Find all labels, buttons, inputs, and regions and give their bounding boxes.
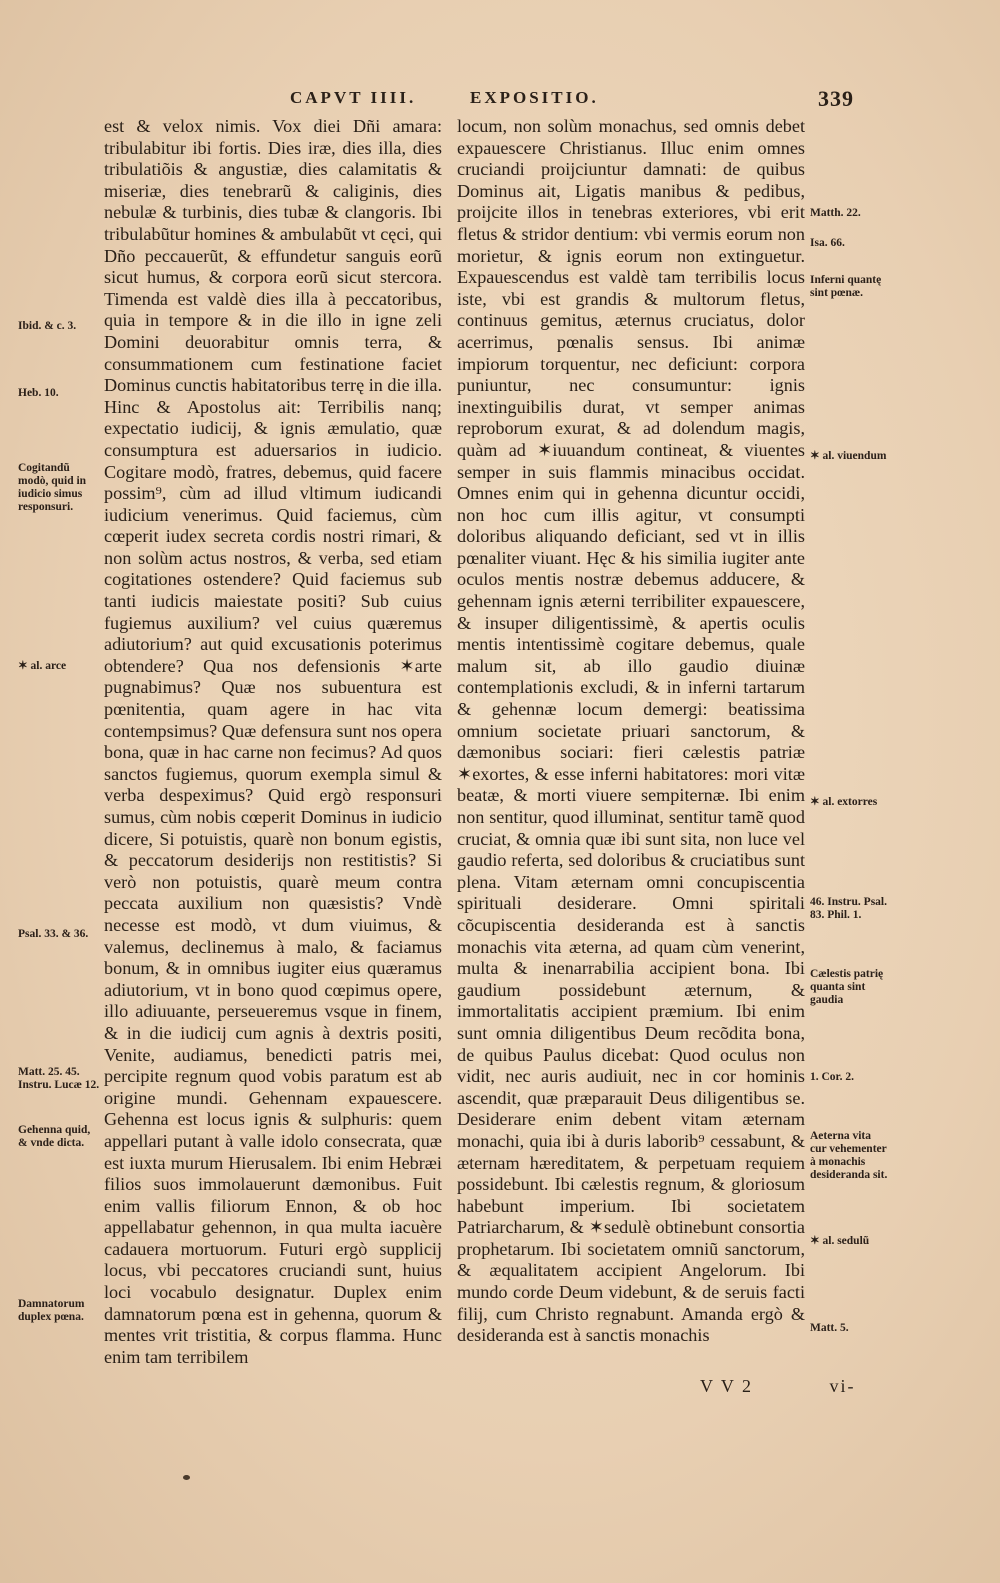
margin-note-al-viuendum: ✶ al. viuendum: [810, 450, 887, 462]
margin-note-1-cor-2: 1. Cor. 2.: [810, 1071, 854, 1083]
running-header: [0, 86, 1000, 116]
margin-note-matthew: Matt. 25. 45. Instru. Lucæ 12.: [18, 1066, 100, 1091]
page-number: 339: [818, 86, 854, 111]
margin-note-matt-5: Matt. 5.: [810, 1322, 849, 1334]
margin-note-hebrews: Heb. 10.: [18, 387, 59, 399]
left-column-text: est & velox nimis. Vox diei Dñi amara: tribulabitur ibi fortis. Dies iræ, dies illa, dies tribulatiõis & angustiæ, dies calamitatis & miseriæ, dies tenebrarũ & caliginis, dies nebulæ & turbinis, dies tubæ & clangoris. Ibi tribulabũtur homines & ambulabũt vt cęci, qui Dño peccauerũt, & effundetur sanguis eorũ sicut humus, & corpora eorũ sicut stercora. Timenda est valdè dies illa à peccatoribus, quia in tempore & in die illo in igne zeli Domini deuorabitur omnis terra, & consummationem cum festinatione faciet Dominus cunctis habitatoribus terrę in die illa. Hinc & Apostolus ait: Terribilis nanq; expectatio iudicij, & ignis æmulatio, quæ consumptura est aduersarios in iudicio. Cogitare modò, fratres, debemus, quid facere possim⁹, cùm ad illud vltimum iudicandi iudicium venerimus. Quid faciemus, cùm cœperit iudex secreta cordis nostri rimari, & non solùm actus nostros, & verba, sed etiam cogitationes ostendere? Quid faciemus sub tanti iudicis maiestate positi? Sub cuius fugiemus auxilium? vel cuius quæremus adiutorium? aut quid excusationis poterimus obtendere? Qua nos defensionis ✶arte pugnabimus? Quæ nos subuentura est pœnitentia, quam agere in hac vita contempsimus? Quæ defensura sunt nos opera bona, quæ in hac carne non fecimus? Ad quos sanctos fugiemus, quorum exempla simul & verba despeximus? Quid ergò responsuri sumus, cùm nobis cœperit Dominus in iudicio dicere, Si potuistis, quarè non bonum egistis, & peccatorum desiderijs non restitistis? Si verò non potuistis, quarè meum contra peccata auxilium non quæsistis? Vndè necesse est modò, vt dum viuimus, & valemus, declinemus à malo, & faciamus bonum, & in omnibus iugiter eius quæramus adiutorium, vt in bono quod cœpimus opere, illo adiuuante, perseueremus vsque in finem, & in die iudicij cum agnis à dextris positi, Venite, audiamus, benedicti patris mei, percipite regnum quod vobis paratum est ab origine mundi. Gehennam expauescere. Gehenna est locus ignis & sulphuris: quem appellari putant à valle idolo consecrata, quæ est iuxta murum Hierusalem. Ibi enim Hebræi filios suos immolauerunt dæmonibus. Fuit enim vallis filiorum Ennon, & ob hoc appellabatur gehennon, in qua multa iacuère cadauera mortuorum. Futuri ergò supplicij locus, vbi peccatores cruciandi sunt, huius loci vocabulo designatur. Duplex enim damnatorum pœna est in gehenna, quorum & mentes vrit tristitia, & corpus flamma. Hunc enim tam terribilem: [104, 116, 442, 1367]
signature-mark: V V 2: [700, 1376, 754, 1396]
margin-note-ibid: Ibid. & c. 3.: [18, 320, 77, 332]
margin-note-matth-22: Matth. 22.: [810, 207, 861, 219]
margin-note-isa-66: Isa. 66.: [810, 237, 845, 249]
margin-note-caelestis: Cælestis patrię quanta sint gaudia: [810, 968, 884, 1006]
margin-note-instru-46: 46. Instru. Psal. 83. Phil. 1.: [810, 896, 887, 921]
margin-note-gehenna: Gehenna quid, & vnde dicta.: [18, 1124, 91, 1149]
margin-note-al-arce: ✶ al. arce: [18, 660, 67, 672]
ink-speck: [183, 1475, 190, 1480]
margin-note-inferni: Inferni quantę sint pœnæ.: [810, 274, 882, 299]
header-chapter: CAPVT IIII.: [290, 88, 417, 107]
margin-note-psalms: Psal. 33. & 36.: [18, 928, 89, 940]
margin-note-al-sedulum: ✶ al. sedulũ: [810, 1235, 870, 1247]
right-text-column: [457, 116, 805, 1347]
catchword-line: [700, 1376, 856, 1397]
margin-note-cogitandum: Cogitandũ modò, quid in iudicio simus responsuri.: [18, 462, 87, 513]
right-column-text: locum, non solùm monachus, sed omnis debet expauescere Christianus. Illuc enim omnes cruciandi proijciuntur damnati: de quibus Dominus ait, Ligatis manibus & pedibus, proijcite illos in tenebras exteriores, vbi erit fletus & stridor dentium: vbi vermis eorum non morietur, & ignis eorum non extinguetur. Expauescendus est valdè tam terribilis locus iste, vbi est grandis & multorum fletus, continuus gemitus, æternus cruciatus, dolor acerrimus, pœnalis sensus. Ibi animæ impiorum torquentur, nec deficiunt: corpora puniuntur, nec consumuntur: ignis inextinguibilis durat, vt semper animas reproborum exurat, & ad dolendum magis, quàm ad ✶iuuandum contineat, & viuentes semper in suis flammis minacibus occidat. Omnes enim qui in gehenna dicuntur occidi, non hoc cum illis agitur, vt consumpti doloribus aliquando deficiant, sed vt in illis pœnaliter viuant. Hęc & his similia iugiter ante oculos mentis nostræ debemus adducere, & gehennam ignis æterni terribiliter expauescere, & insuper diligentissimè, & apertis oculis mentis intentissimè cogitare debemus, quale malum sit, ab illo gaudio diuinæ contemplationis excludi, & in inferni tartarum & gehennæ locum demergi: beatissima omnium societate priuari sanctorum, & dæmonibus sociari: fieri cælestis patriæ ✶exortes, & esse inferni habitatores: mori vitæ beatæ, & morti viuere sempiternæ. Ibi enim non sentitur, quod illuminat, sentitur tamẽ quod cruciat, & omnia quæ ibi sunt sita, non luce vel gaudio referta, sed doloribus & cruciatibus sunt plena. Vitam æternam omni concupiscentia spirituali desiderare. Omni spiritali cõcupiscentia desideranda est à sanctis monachis vita æterna, ad quam cùm venerint, multa & inenarrabilia accipient bona. Ibi gaudium possidebunt æternum, & immortalitatis accipient præmium. Ibi enim sunt omnia diligentibus Deum recõdita bona, de quibus Paulus dicebat: Quod oculus non vidit, nec auris audiuit, nec in cor hominis ascendit, quæ præparauit Deus diligentibus se. Desiderare enim debent vitam æternam monachi, quia ibi à duris laborib⁹ cessabunt, & æternam hæreditatem, & perpetuam requiem possidebunt. Ibi cælestis regnum, & gloriosum habebunt imperium. Ibi societatem Patriarcharum, & ✶sedulè obtinebunt consortia prophetarum. Ibi societatem omniũ sanctorum, & æqualitatem accipient Angelorum. Ibi mundo corde Deum videbunt, & de seruis facti filij, cum Christo regnabunt. Amanda ergò & desideranda est à sanctis monachis: [457, 116, 805, 1346]
header-exposition: EXPOSITIO.: [470, 88, 599, 107]
left-text-column: [104, 116, 442, 1368]
margin-note-damnatorum: Damnatorum duplex pœna.: [18, 1298, 85, 1323]
margin-note-al-extorres: ✶ al. extorres: [810, 796, 878, 808]
margin-note-aeterna-vita: Aeterna vita cur vehementer à monachis desideranda sit.: [810, 1130, 888, 1181]
catchword: vi-: [829, 1376, 856, 1396]
